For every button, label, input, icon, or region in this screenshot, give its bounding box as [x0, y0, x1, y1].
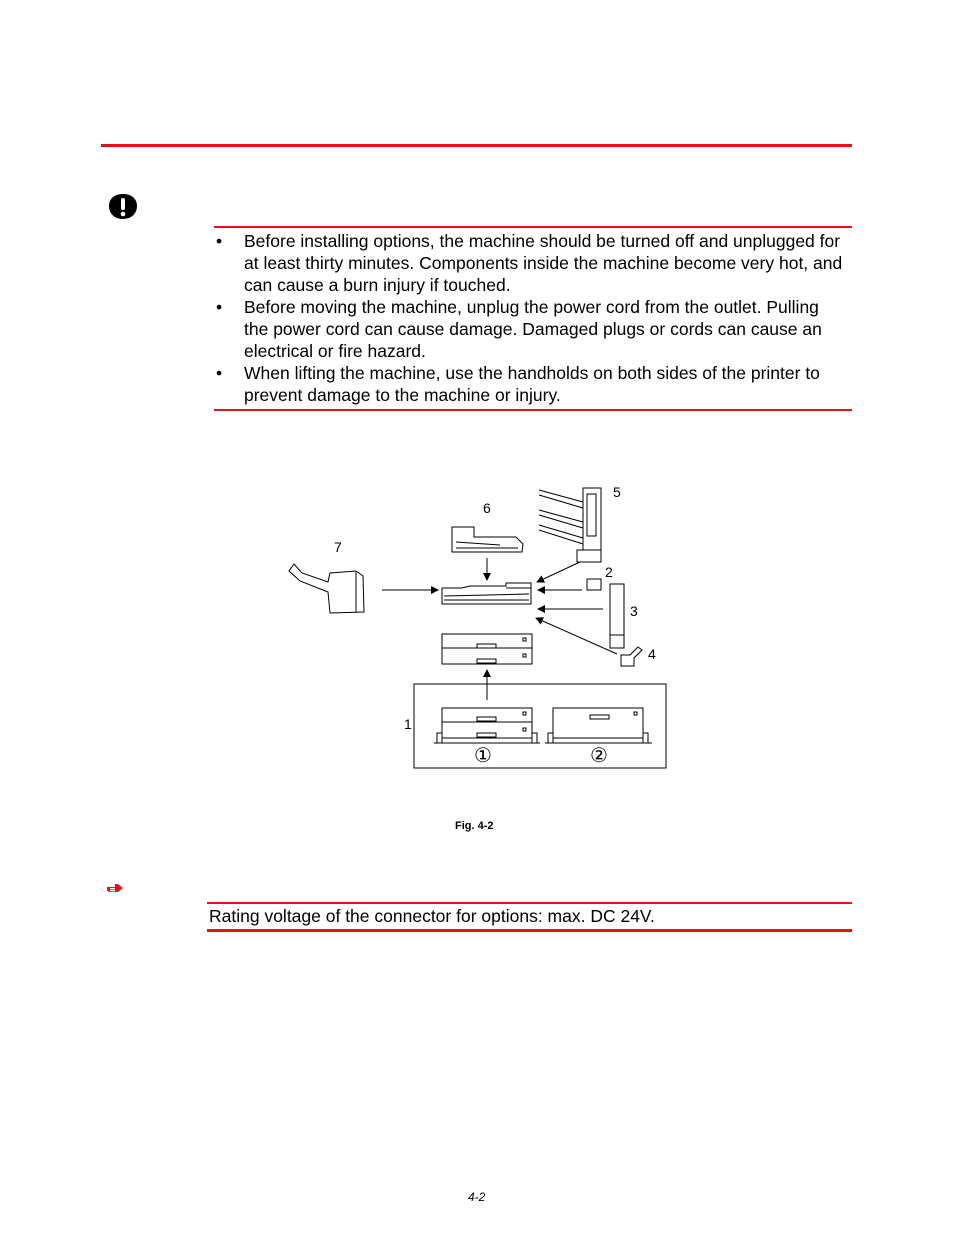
bullet: • — [216, 231, 223, 251]
bullet: • — [216, 363, 223, 383]
caution-list — [214, 230, 848, 406]
arrow-4 — [536, 618, 617, 654]
caution-item-text: When lifting the machine, use the handholds on both sides of the printer to prevent damage to the machine or injury. — [244, 363, 820, 405]
options-diagram — [280, 470, 680, 780]
label-5: 5 — [613, 484, 621, 500]
option-7-drawing — [289, 564, 364, 613]
note-bottom-rule — [207, 929, 852, 932]
label-6: 6 — [483, 500, 491, 516]
label-2: 2 — [605, 564, 613, 580]
caution-item — [214, 362, 848, 406]
tray-2-drawing — [545, 708, 652, 743]
caution-item — [214, 296, 848, 362]
label-4: 4 — [648, 646, 656, 662]
caution-item-text: Before installing options, the machine should be turned off and unplugged for at least thirty minutes. Components inside the machine become very hot, and can cause a burn injury if touched. — [244, 231, 843, 295]
bullet: • — [216, 297, 223, 317]
figure-caption: Fig. 4-2 — [455, 820, 494, 832]
page-number: 4-2 — [468, 1190, 486, 1204]
header-rule — [101, 144, 852, 147]
caution-top-rule — [214, 226, 852, 228]
note-top-rule — [207, 902, 852, 904]
sub-label-1: ① — [474, 745, 492, 767]
option-3-drawing — [610, 584, 624, 648]
label-7: 7 — [334, 539, 342, 555]
caution-item-text: Before moving the machine, unplug the power cord from the outlet. Pulling the power cord can cause damage. Damaged plugs or cords can cause an electrical or fire hazard. — [244, 297, 822, 361]
label-3: 3 — [630, 603, 638, 619]
option-4-drawing — [621, 647, 642, 666]
tray-1-drawing — [434, 708, 540, 743]
label-1: 1 — [404, 716, 412, 732]
pointing-hand-icon — [106, 882, 124, 894]
caution-bottom-rule — [214, 409, 852, 411]
option-6-drawing — [452, 527, 523, 552]
option-5-drawing — [539, 488, 601, 562]
exclamation-icon — [108, 193, 138, 221]
option-1-frame — [414, 684, 666, 768]
option-2-drawing — [587, 579, 601, 590]
note-text: Rating voltage of the connector for options: max. DC 24V. — [209, 906, 655, 926]
printer-drawing — [442, 583, 531, 604]
caution-item — [214, 230, 848, 296]
arrow-5 — [537, 562, 580, 582]
sub-label-2: ② — [590, 745, 608, 767]
lower-tray-drawing — [442, 634, 532, 664]
